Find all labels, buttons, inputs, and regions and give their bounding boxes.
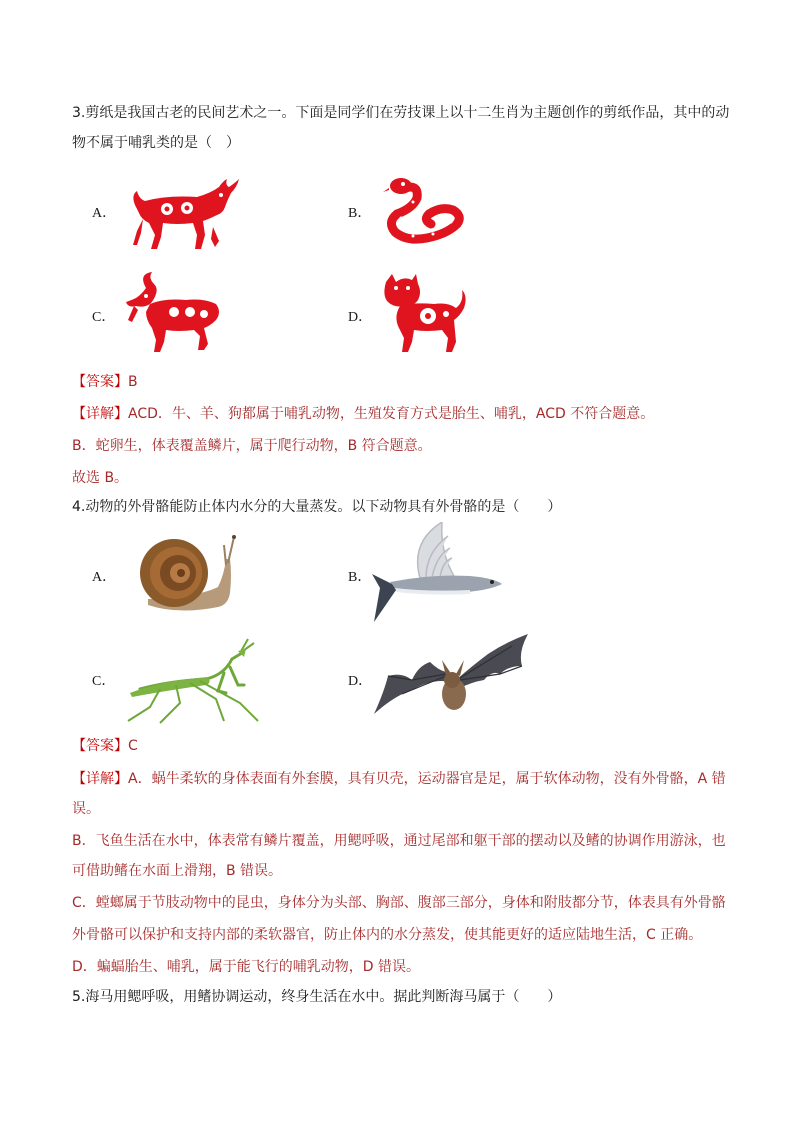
q4-detail-c-line1: C．螳螂属于节肢动物中的昆虫，身体分为头部、胸部、腹部三部分，身体和附肢都分节，体表具有外骨骼 xyxy=(72,895,726,911)
q4-stem-line1: 4.动物的外骨骼能防止体内水分的大量蒸发。以下动物具有外骨骼的是（ ） xyxy=(72,499,562,515)
q3-option-d-label[interactable]: D． xyxy=(348,310,373,325)
snake-papercut-icon xyxy=(383,174,465,244)
q4-option-d-label[interactable]: D． xyxy=(348,674,373,689)
q4-detail-b-line1: B．飞鱼生活在水中，体表常有鳞片覆盖，用鳃呼吸，通过尾部和躯干部的摆动以及鳍的协调作用游泳，也 xyxy=(72,833,726,849)
mantis-icon xyxy=(120,637,270,725)
goat-papercut-icon xyxy=(124,270,222,354)
flying-fish-icon xyxy=(370,522,504,626)
q3-answer-line xyxy=(72,372,732,392)
q4-detail-a-line2: 误。 xyxy=(72,801,100,817)
q4-detail-b-line2: 可借助鳍在水面上滑翔，B 错误。 xyxy=(72,863,283,879)
q4-detail-a-line1 xyxy=(72,769,732,789)
snail-icon xyxy=(118,535,244,619)
q4-detail-a-text: A．蜗牛柔软的身体表面有外套膜，具有贝壳，运动器官是足，属于软体动物，没有外骨骼，A 错 xyxy=(128,771,726,787)
q4-detail-c-line2: 外骨骼可以保护和支持内部的柔软器官，防止体内的水分蒸发，使其能更好的适应陆地生活，C 正确。 xyxy=(72,927,703,943)
bat-icon xyxy=(372,632,532,724)
q4-option-a-label[interactable]: A． xyxy=(92,570,117,585)
q3-answer-value: B xyxy=(128,374,138,390)
detail-tag: 【详解】 xyxy=(72,771,128,787)
q4-answer-value: C xyxy=(128,738,138,754)
q3-detail-line1 xyxy=(72,404,732,424)
q3-stem-line1: 3.剪纸是我国古老的民间艺术之一。下面是同学们在劳技课上以十二生肖为主题创作的剪纸作品，其中的动 xyxy=(72,105,730,121)
q3-option-b-label[interactable]: B． xyxy=(348,206,372,221)
detail-tag: 【详解】 xyxy=(72,406,128,422)
q4-option-c-label[interactable]: C． xyxy=(92,674,116,689)
ox-papercut-icon xyxy=(127,175,241,251)
answer-tag: 【答案】 xyxy=(72,374,128,390)
q3-detail-line2: B．蛇卵生，体表覆盖鳞片，属于爬行动物，B 符合题意。 xyxy=(72,438,432,454)
q4-option-b-label[interactable]: B． xyxy=(348,570,372,585)
dog-papercut-icon xyxy=(378,272,466,354)
q3-detail-line3: 故选 B。 xyxy=(72,470,129,486)
q3-option-a-label[interactable]: A． xyxy=(92,206,117,221)
q3-option-c-label[interactable]: C． xyxy=(92,310,116,325)
q3-detail-text1: ACD．牛、羊、狗都属于哺乳动物，生殖发育方式是胎生、哺乳，ACD 不符合题意。 xyxy=(128,406,655,422)
q5-stem-line1: 5.海马用鳃呼吸，用鳍协调运动，终身生活在水中。据此判断海马属于（ ） xyxy=(72,989,562,1005)
answer-tag: 【答案】 xyxy=(72,738,128,754)
q4-detail-d-line1: D．蝙蝠胎生、哺乳，属于能飞行的哺乳动物，D 错误。 xyxy=(72,959,421,975)
q4-answer-line xyxy=(72,736,732,756)
q3-stem-line2: 物不属于哺乳类的是（ ） xyxy=(72,135,240,151)
